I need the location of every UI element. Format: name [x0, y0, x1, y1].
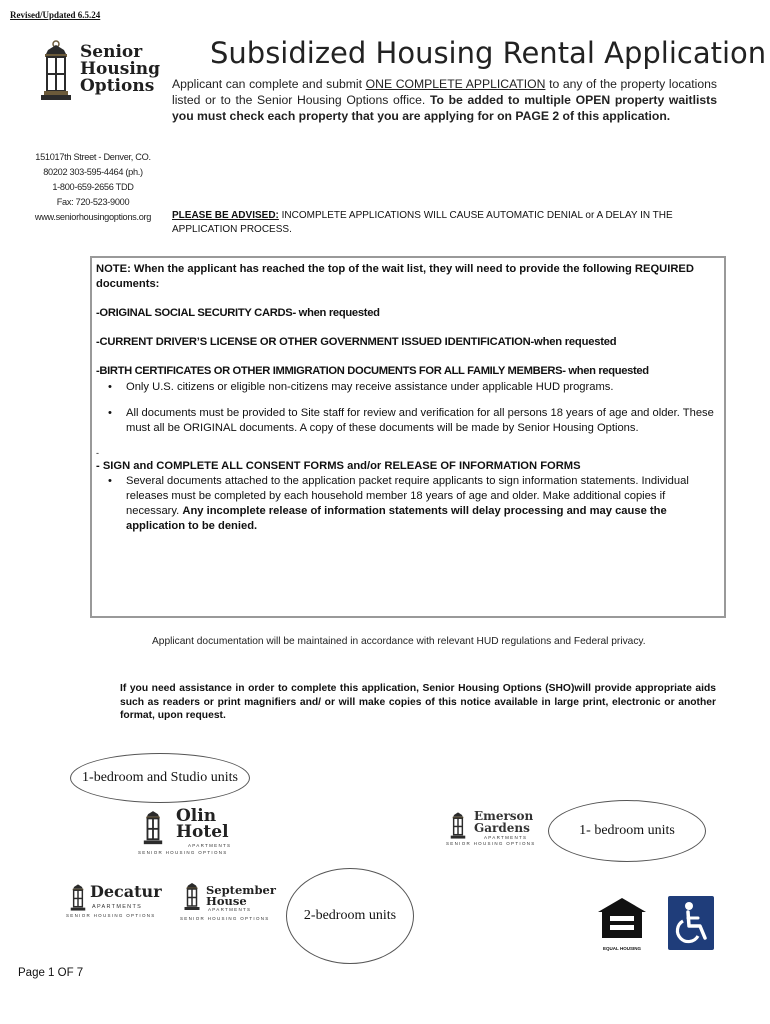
- address-line2: 80202 303-595-4464 (ph.): [43, 167, 143, 177]
- two-bedroom-units-label: [286, 868, 414, 964]
- brand-line3: Options: [80, 76, 155, 96]
- bullet-originals: [126, 406, 718, 436]
- olin-name-2: Hotel: [176, 822, 229, 842]
- emerson-subtitle: APARTMENTS: [484, 835, 528, 840]
- doc-item-id: -CURRENT DRIVER’S LICENSE OR OTHER GOVERNMENT ISSUED IDENTIFICATION-when requested: [96, 336, 617, 348]
- intro-underlined: ONE COMPLETE APPLICATION: [365, 77, 546, 91]
- olin-hotel-logo: [138, 808, 238, 858]
- lantern-icon: [140, 808, 166, 846]
- lantern-icon: [182, 880, 202, 912]
- doc-item-consent: - SIGN and COMPLETE ALL CONSENT FORMS and/or RELEASE OF INFORMATION FORMS: [96, 460, 581, 472]
- address-line1: 151017th Street - Denver, CO.: [35, 152, 151, 162]
- address-line4: Fax: 720-523-9000: [56, 197, 130, 207]
- dash-separator: -: [96, 448, 99, 458]
- olin-tagline: SENIOR HOUSING OPTIONS: [138, 850, 228, 855]
- bullet-consent-text: Several documents attached to the application packet require applicants to sign information statements. Individual releases must be completed by each household member 18 years of age and older. Make additional copies if necessary.: [126, 475, 689, 517]
- required-documents-box: [90, 256, 726, 618]
- september-subtitle: APARTMENTS: [208, 907, 252, 912]
- decatur-subtitle: APARTMENTS: [92, 904, 143, 910]
- decatur-name: Decatur: [90, 882, 162, 901]
- note-heading: NOTE: When the applicant has reached the top of the wait list, they will need to provide the following REQUIRED documents:: [96, 263, 694, 290]
- page-number: Page 1 OF 7: [18, 967, 84, 979]
- bullet-originals-text: All documents must be provided to Site staff for review and verification for all persons 18 years of age and older. These must all be ORIGINAL documents. A copy of these documents will be made by Senior Housing Options.: [126, 407, 714, 434]
- studio-units-label: [70, 753, 250, 803]
- wheelchair-icon: [668, 896, 714, 950]
- lantern-icon: [68, 882, 88, 912]
- revised-date: Revised/Updated 6.5.24: [10, 10, 101, 20]
- advisory-notice: [172, 209, 702, 237]
- citizenship-list: [96, 379, 718, 436]
- september-name-2: House: [206, 894, 247, 908]
- brand-line2: Housing: [80, 59, 161, 79]
- intro-bold: To be added to multiple OPEN property waitlists you must check each property that you are applying for on PAGE 2 of this application.: [172, 93, 718, 123]
- equal-housing-text: EQUAL HOUSING: [603, 946, 641, 951]
- equal-housing-logo: [596, 896, 648, 952]
- two-bedroom-units-text: 2-bedroom units: [303, 908, 397, 923]
- studio-units-text: 1-bedroom and Studio units: [82, 770, 238, 785]
- page-title: Subsidized Housing Rental Application: [210, 36, 767, 70]
- september-house-logo: [180, 880, 280, 922]
- lantern-icon: [36, 40, 76, 102]
- assistance-statement: If you need assistance in order to complete this application, Senior Housing Options (SHO)will provide appropriate aids such as readers or print magnifiers and/ or will make copies of this notice available in large print, electronic or another format, upon request.: [120, 683, 716, 721]
- olin-subtitle: APARTMENTS: [188, 843, 232, 848]
- emerson-name-2: Gardens: [474, 821, 530, 835]
- intro-text-1: Applicant can complete and submit: [172, 77, 363, 91]
- website-link[interactable]: www.seniorhousingoptions.org: [34, 212, 152, 222]
- brand-logo: [36, 40, 166, 102]
- doc-item-ssn: -ORIGINAL SOCIAL SECURITY CARDS- when requested: [96, 307, 380, 319]
- lantern-icon: [448, 810, 468, 840]
- decatur-logo: [66, 882, 166, 922]
- one-bedroom-units-label: [548, 800, 706, 862]
- september-name-1: September: [206, 883, 276, 897]
- intro-text-2: to any of the property locations listed or to the Senior Housing Options office.: [172, 77, 717, 107]
- accessibility-logo: [668, 896, 714, 950]
- bullet-citizens-text: Only U.S. citizens or eligible non-citizens may receive assistance under applicable HUD programs.: [126, 381, 614, 393]
- bullet-citizens: [126, 379, 616, 396]
- one-bedroom-units-text: 1- bedroom units: [579, 823, 675, 838]
- september-tagline: SENIOR HOUSING OPTIONS: [180, 916, 270, 921]
- office-address: [28, 150, 158, 225]
- intro-paragraph: [172, 76, 717, 124]
- address-line3: 1-800-659-2656 TDD: [52, 182, 134, 192]
- equal-housing-icon: [596, 896, 648, 940]
- emerson-name-1: Emerson: [474, 809, 534, 823]
- decatur-tagline: SENIOR HOUSING OPTIONS: [66, 913, 156, 918]
- doc-item-birth: -BIRTH CERTIFICATES OR OTHER IMMIGRATION DOCUMENTS FOR ALL FAMILY MEMBERS- when requested: [96, 365, 649, 377]
- olin-name-1: Olin: [176, 806, 217, 826]
- bullet-consent-bold: Any incomplete release of information statements will delay processing and may cause the application to be denied.: [126, 505, 667, 532]
- emerson-gardens-logo: [446, 810, 546, 850]
- emerson-tagline: SENIOR HOUSING OPTIONS: [446, 841, 536, 846]
- bullet-consent: [126, 474, 718, 534]
- privacy-statement: Applicant documentation will be maintained in accordance with relevant HUD regulations and Federal privacy.: [152, 636, 646, 647]
- advisory-text: INCOMPLETE APPLICATIONS WILL CAUSE AUTOMATIC DENIAL or A DELAY IN THE APPLICATION PROCESS.: [172, 210, 673, 235]
- advisory-label: PLEASE BE ADVISED:: [172, 210, 279, 221]
- brand-line1: Senior: [80, 42, 143, 62]
- consent-list: [96, 474, 718, 534]
